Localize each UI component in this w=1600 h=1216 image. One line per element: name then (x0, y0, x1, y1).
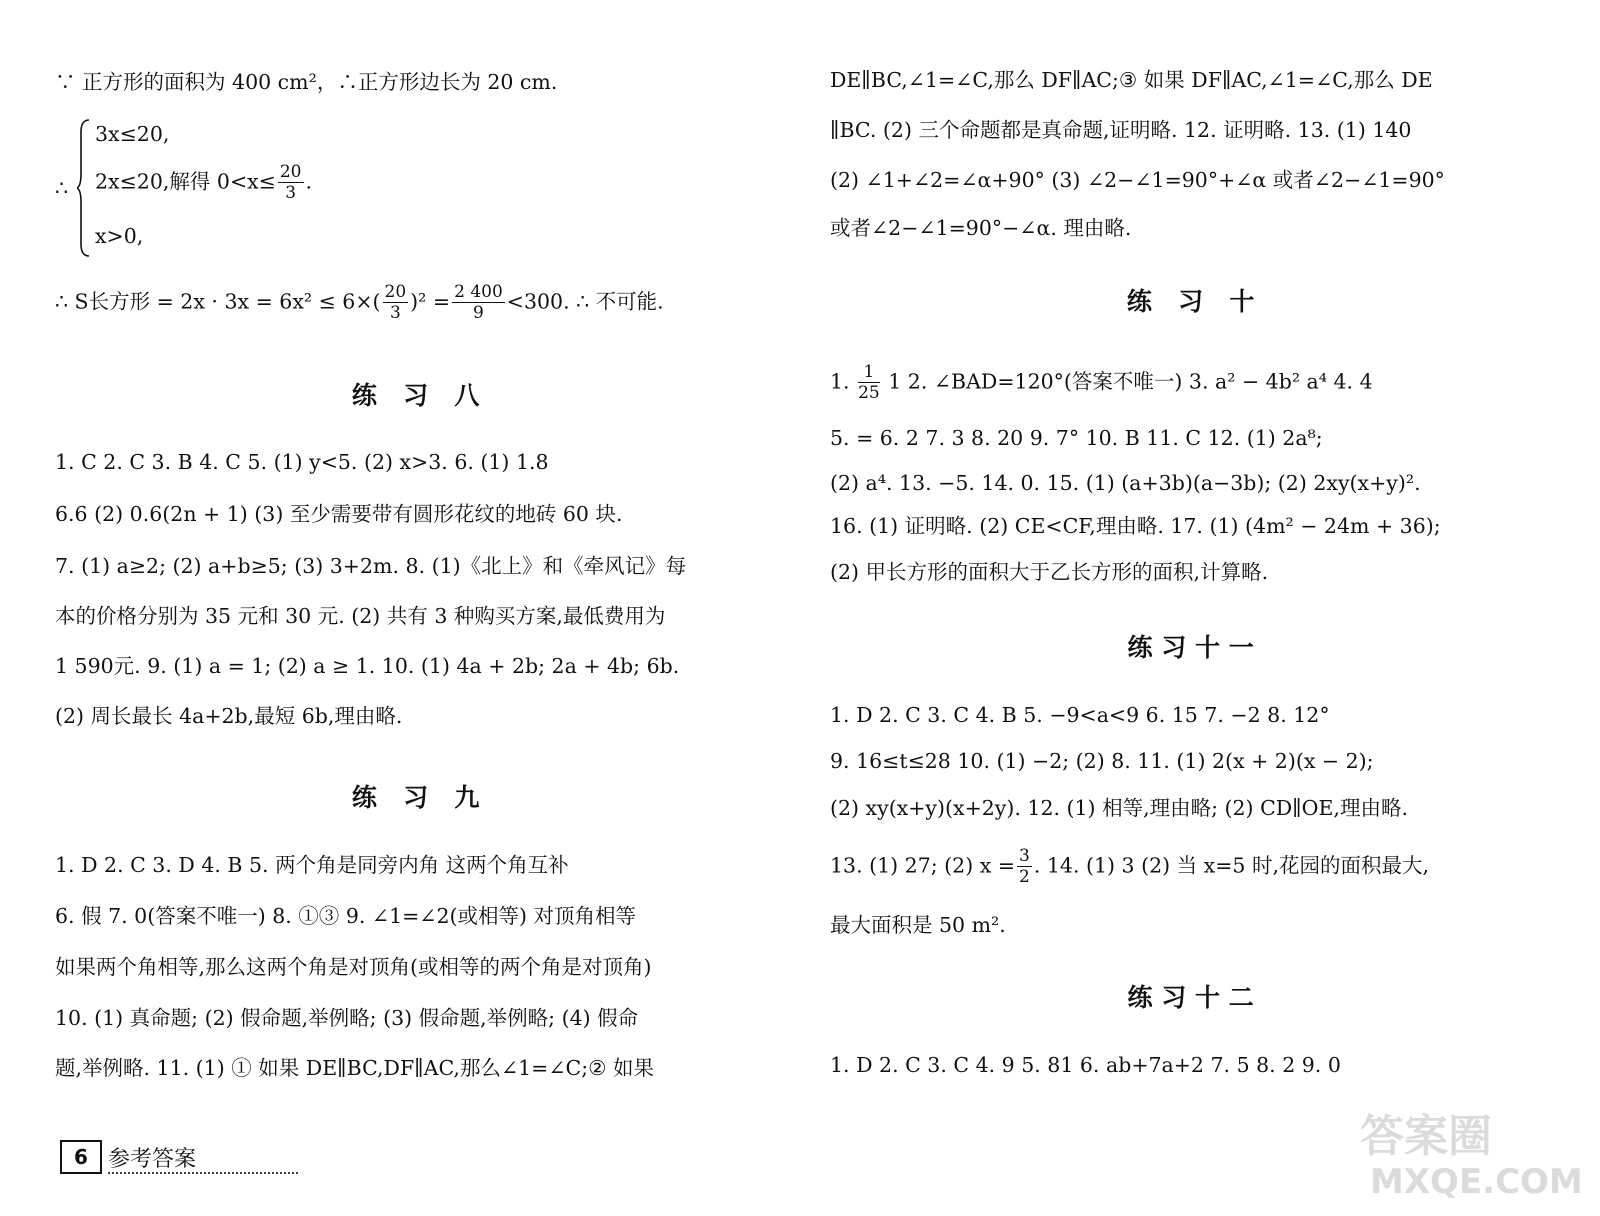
area-text-a: ∴ S长方形 = 2x · 3x = 6x² ≤ 6×( (55, 289, 381, 314)
watermark-text: 答案圈 (1360, 1111, 1492, 1162)
watermark-url: MXQE.COM (1370, 1162, 1583, 1202)
fraction-20-3-b (383, 282, 409, 324)
ex11-line: 最大面积是 50 m². (830, 913, 1006, 937)
ex10-line: (2) 甲长方形的面积大于乙长方形的面积,计算略. (830, 560, 1269, 584)
heading-exercise-8: 练 习 八 (351, 381, 489, 410)
heading-exercise-10: 练 习 十 (1126, 287, 1264, 316)
footer-label: 参考答案 (108, 1147, 197, 1172)
ex8-line: (2) 周长最长 4a+2b,最短 6b,理由略. (55, 704, 403, 728)
fraction-numerator: 1 (858, 362, 880, 383)
area-line (55, 282, 664, 324)
fraction-2400-9 (452, 282, 505, 324)
fraction-20-3 (278, 162, 304, 204)
ex8-line: 7. (1) a≥2; (2) a+b≥5; (3) 3+2m. 8. (1)《北上》和《牵风记》每 (55, 554, 687, 578)
fraction-numerator: 3 (1019, 846, 1030, 866)
ex11-line: (2) xy(x+y)(x+2y). 12. (1) 相等,理由略; (2) CD∥OE,理由略. (830, 796, 1408, 820)
watermark-logo (1360, 1100, 1590, 1210)
footer-dotted-rule (108, 1172, 298, 1174)
fraction-denominator: 3 (389, 303, 401, 324)
heading-exercise-12: 练习十二 (1127, 983, 1263, 1012)
fraction-numerator: 2 400 (454, 282, 503, 302)
ex11-line: 9. 16≤t≤28 10. (1) −2; (2) 8. 11. (1) 2(x + 2)(x − 2); (830, 749, 1374, 773)
fraction-denominator: 9 (473, 303, 484, 324)
ex11-line-13-a: 13. (1) 27; (2) x = (830, 853, 1015, 878)
ex9-line: 10. (1) 真命题; (2) 假命题,举例略; (3) 假命题,举例略; (4) 假命 (55, 1006, 639, 1030)
ex10-line: (2) a⁴. 13. −5. 14. 0. 15. (1) (a+3b)(a−3b); (2) 2xy(x+y)². (830, 471, 1421, 495)
page-number: 6 (60, 1140, 102, 1174)
system-row-2-text: 2x≤20,解得 0<x≤ (95, 169, 276, 194)
heading-exercise-11: 练习十一 (1127, 633, 1263, 662)
ex9-line: 如果两个角相等,那么这两个角是对顶角(或相等的两个角是对顶角) (55, 955, 652, 979)
ex11-line: 1. D 2. C 3. C 4. B 5. −9<a<9 6. 15 7. −2 8. 12° (830, 703, 1330, 727)
therefore-symbol: ∴ (55, 176, 69, 200)
fraction-3-2 (1017, 846, 1032, 888)
area-text-b: )² = (410, 289, 451, 314)
ex10-line: 5. = 6. 2 7. 3 8. 20 9. 7° 10. B 11. C 12. (1) 2a⁸; (830, 426, 1323, 450)
area-text-c: <300. ∴ 不可能. (506, 289, 664, 314)
ex10-line-1-b: 1 2. ∠BAD=120°(答案不唯一) 3. a² − 4b² a⁴ 4. 4 (881, 369, 1373, 394)
fraction-denominator: 2 (1019, 867, 1030, 888)
left-brace-icon (77, 118, 91, 258)
fraction-denominator: 25 (858, 383, 880, 404)
ex8-line: 本的价格分别为 35 元和 30 元. (2) 共有 3 种购买方案,最低费用为 (55, 604, 666, 628)
ex12-line: 1. D 2. C 3. C 4. 9 5. 81 6. ab+7a+2 7. 5 8. 2 9. 0 (830, 1053, 1341, 1077)
cont-line: ∥BC. (2) 三个命题都是真命题,证明略. 12. 证明略. 13. (1) 140 (830, 118, 1412, 142)
ex10-line-1 (830, 362, 1373, 404)
ex9-line: 6. 假 7. 0(答案不唯一) 8. ①③ 9. ∠1=∠2(或相等) 对顶角相等 (55, 904, 637, 928)
ex10-line: 16. (1) 证明略. (2) CE<CF,理由略. 17. (1) (4m² − 24m + 36); (830, 514, 1441, 538)
ex9-line: 1. D 2. C 3. D 4. B 5. 两个角是同旁内角 这两个角互补 (55, 853, 569, 877)
system-row-3: x>0, (95, 224, 144, 248)
heading-exercise-9: 练 习 九 (351, 783, 489, 812)
ex8-line: 6.6 (2) 0.6(2n + 1) (3) 至少需要带有圆形花纹的地砖 60 块. (55, 502, 623, 526)
cont-line: (2) ∠1+∠2=∠α+90° (3) ∠2−∠1=90°+∠α 或者∠2−∠1=90° (830, 168, 1445, 192)
fraction-1-25 (858, 362, 880, 404)
cont-line: DE∥BC,∠1=∠C,那么 DF∥AC;③ 如果 DF∥AC,∠1=∠C,那么 DE (830, 68, 1433, 92)
fraction-numerator: 20 (279, 162, 302, 182)
system-row-2 (95, 162, 312, 204)
ex10-line-1-a: 1. (830, 369, 850, 394)
ex8-line: 1. C 2. C 3. B 4. C 5. (1) y<5. (2) x>3. 6. (1) 1.8 (55, 450, 549, 474)
ex9-line: 题,举例略. 11. (1) ① 如果 DE∥BC,DF∥AC,那么∠1=∠C;② 如果 (55, 1056, 655, 1080)
ex8-line: 1 590元. 9. (1) a = 1; (2) a ≥ 1. 10. (1) 4a + 2b; 2a + 4b; 6b. (55, 654, 680, 678)
ex11-line-13 (830, 846, 1429, 888)
cont-line: 或者∠2−∠1=90°−∠α. 理由略. (830, 216, 1132, 240)
fraction-numerator: 20 (384, 282, 407, 302)
fraction-denominator: 3 (285, 183, 297, 204)
ex11-line-13-b: . 14. (1) 3 (2) 当 x=5 时,花园的面积最大, (1033, 853, 1429, 878)
intro-line-1: ∵ 正方形的面积为 400 cm²，∴正方形边长为 20 cm. (55, 70, 558, 94)
system-row-2-end: . (305, 169, 313, 194)
system-row-1: 3x≤20, (95, 122, 170, 146)
